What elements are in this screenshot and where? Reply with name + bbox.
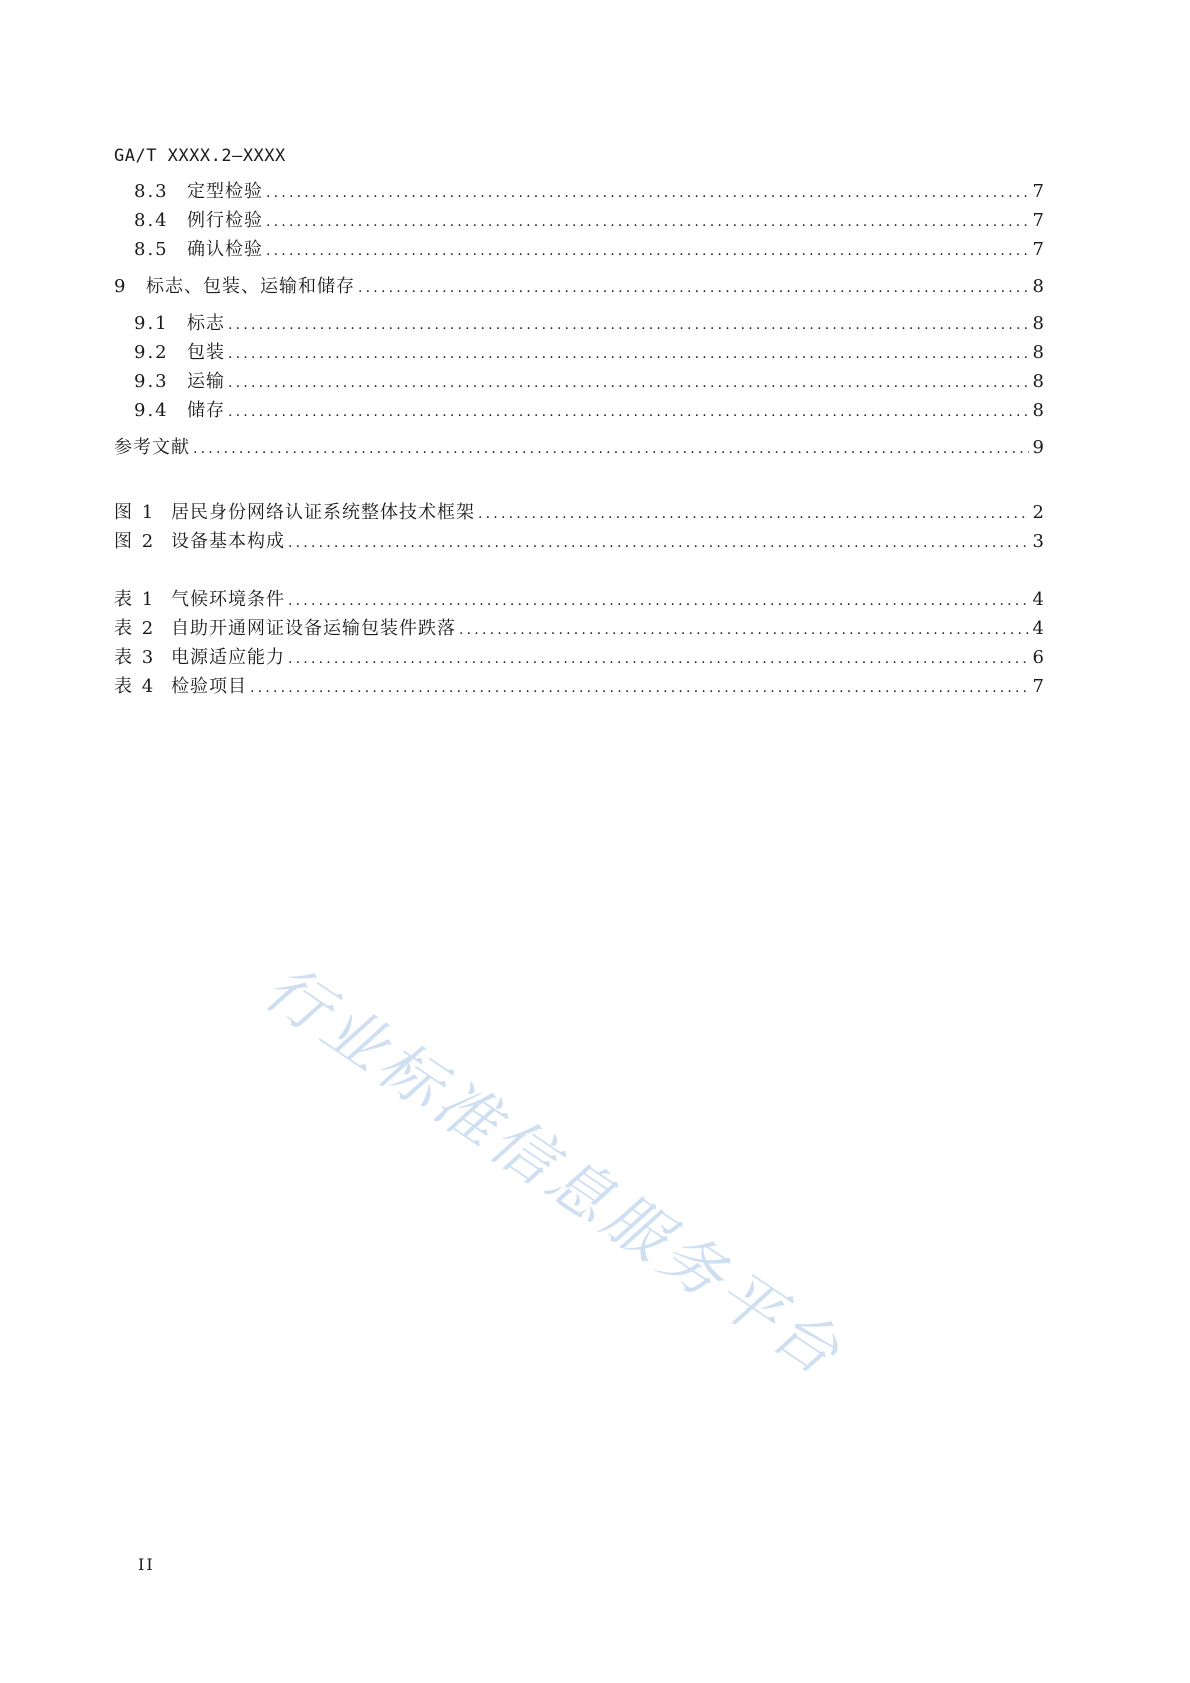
toc-entry-title: 储存 — [187, 400, 225, 421]
table-entry[interactable] — [114, 646, 1044, 670]
table-number: 表 1 — [114, 589, 156, 610]
table-entry[interactable] — [114, 617, 1044, 641]
dot-leader — [228, 400, 1029, 424]
dot-leader — [459, 618, 1029, 642]
toc-entry[interactable] — [134, 399, 1044, 423]
toc-entry-number: 9.2 — [134, 342, 169, 363]
toc-entry-number: 9.1 — [134, 313, 169, 334]
dot-leader — [228, 342, 1029, 366]
page-number: II — [138, 1555, 155, 1574]
toc-entry-title: 例行检验 — [187, 210, 263, 231]
watermark: 行业标准信息服务平台 — [251, 950, 857, 1392]
dot-leader — [228, 313, 1029, 337]
dot-leader — [288, 589, 1029, 613]
table-page: 4 — [1032, 618, 1044, 639]
toc-entry-number: 8.5 — [134, 239, 169, 260]
table-number: 表 2 — [114, 618, 156, 639]
toc-entry[interactable] — [114, 275, 1044, 299]
dot-leader — [193, 437, 1029, 461]
dot-leader — [266, 239, 1029, 263]
toc-entry-number: 9.4 — [134, 400, 169, 421]
toc-entry[interactable] — [134, 341, 1044, 365]
toc-entry-number: 8.4 — [134, 210, 169, 231]
figure-page: 2 — [1032, 502, 1044, 523]
dot-leader — [358, 276, 1029, 300]
toc-entry-page: 8 — [1032, 342, 1044, 363]
table-title: 气候环境条件 — [171, 589, 285, 610]
table-title: 自助开通网证设备运输包装件跌落 — [171, 618, 456, 639]
toc-entry[interactable] — [134, 180, 1044, 204]
table-page: 7 — [1032, 676, 1044, 697]
figure-entry[interactable] — [114, 501, 1044, 525]
toc-entry-title: 运输 — [187, 371, 225, 392]
toc-entry[interactable] — [134, 209, 1044, 233]
figure-number: 图 2 — [114, 531, 156, 552]
figure-entry[interactable] — [114, 530, 1044, 554]
table-entry[interactable] — [114, 675, 1044, 699]
dot-leader — [288, 531, 1029, 555]
dot-leader — [228, 371, 1029, 395]
toc-entry[interactable] — [114, 436, 1044, 460]
document-code: GA/T XXXX.2—XXXX — [114, 146, 286, 166]
toc-entry-title: 参考文献 — [114, 437, 190, 458]
toc-entry[interactable] — [134, 238, 1044, 262]
table-number: 表 4 — [114, 676, 156, 697]
table-title: 检验项目 — [171, 676, 247, 697]
dot-leader — [266, 210, 1029, 234]
toc-entry-page: 7 — [1032, 239, 1044, 260]
figure-number: 图 1 — [114, 502, 156, 523]
toc-entry-title: 确认检验 — [187, 239, 263, 260]
toc-entry-number: 9.3 — [134, 371, 169, 392]
toc-entry-title: 标志、包装、运输和储存 — [146, 276, 355, 297]
toc-entry-page: 8 — [1032, 313, 1044, 334]
toc-entry-number: 9 — [114, 276, 128, 297]
toc-entry-number: 8.3 — [134, 181, 169, 202]
toc-entry-title: 定型检验 — [187, 181, 263, 202]
table-title: 电源适应能力 — [171, 647, 285, 668]
dot-leader — [250, 676, 1029, 700]
toc-entry-title: 包装 — [187, 342, 225, 363]
toc-entry-page: 8 — [1032, 400, 1044, 421]
figure-page: 3 — [1032, 531, 1044, 552]
toc-entry-page: 7 — [1032, 181, 1044, 202]
table-entry[interactable] — [114, 588, 1044, 612]
toc-entry[interactable] — [134, 370, 1044, 394]
table-page: 4 — [1032, 589, 1044, 610]
toc-entry-page: 9 — [1032, 437, 1044, 458]
table-page: 6 — [1032, 647, 1044, 668]
toc-entry-page: 7 — [1032, 210, 1044, 231]
toc-entry[interactable] — [134, 312, 1044, 336]
dot-leader — [478, 502, 1029, 526]
figure-title: 设备基本构成 — [171, 531, 285, 552]
toc-entry-page: 8 — [1032, 276, 1044, 297]
toc-entry-page: 8 — [1032, 371, 1044, 392]
table-number: 表 3 — [114, 647, 156, 668]
dot-leader — [266, 181, 1029, 205]
figure-title: 居民身份网络认证系统整体技术框架 — [171, 502, 475, 523]
dot-leader — [288, 647, 1029, 671]
toc-entry-title: 标志 — [187, 313, 225, 334]
